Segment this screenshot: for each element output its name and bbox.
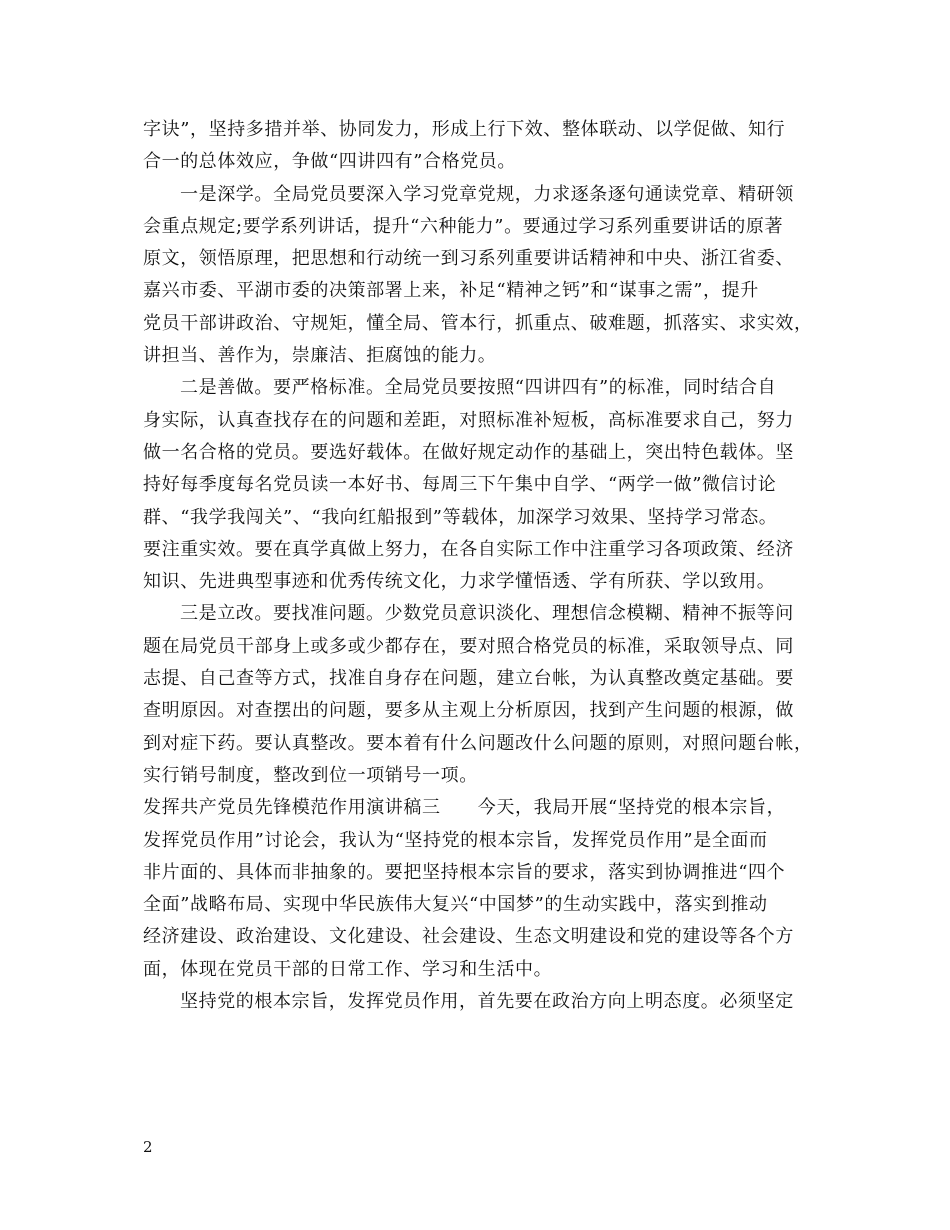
text-line: 坚持党的根本宗旨，发挥党员作用，首先要在政治方向上明态度。必须坚定 [180, 991, 794, 1013]
text-line: 合一的总体效应，争做“四讲四有”合格党员。 [143, 151, 517, 173]
text-line: 实行销号制度，整改到位一项销号一项。 [143, 764, 478, 786]
text-line: 嘉兴市委、平湖市委的决策部署上来，补足“精神之钙”和“谋事之需”，提升 [143, 280, 759, 302]
document-body [143, 114, 827, 1018]
text-line: 会重点规定;要学系列讲话，提升“六种能力”。要通过学习系列重要讲话的原著 [143, 215, 784, 237]
text-line: 讲担当、善作为，崇廉洁、拒腐蚀的能力。 [143, 345, 497, 367]
text-line: 二是善做。要严格标准。全局党员要按照“四讲四有”的标准，同时结合自 [180, 377, 777, 399]
text-line: 原文，领悟原理，把思想和行动统一到习系列重要讲话精神和中央、浙江省委、 [143, 248, 794, 270]
text-line: 到对症下药。要认真整改。要本着有什么问题改什么问题的原则，对照问题台帐， [143, 732, 813, 754]
page-number: 2 [143, 1138, 153, 1156]
text-line: 党员干部讲政治、守规矩，懂全局、管本行，抓重点、破难题，抓落实、求实效， [143, 312, 813, 334]
text-line: 经济建设、政治建设、文化建设、社会建设、生态文明建设和党的建设等各个方 [143, 926, 794, 948]
text-line: 发挥共产党员先锋模范作用演讲稿三 今天，我局开展“坚持党的根本宗旨， [143, 797, 786, 819]
text-line: 一是深学。全局党员要深入学习党章党规，力求逐条逐句通读党章、精研领 [180, 183, 794, 205]
text-line: 知识、先进典型事迹和优秀传统文化，力求学懂悟透、学有所获、学以致用。 [143, 571, 776, 593]
text-line: 字诀”，坚持多措并举、协同发力，形成上行下效、整体联动、以学促做、知行 [143, 119, 786, 140]
text-line: 身实际，认真查找存在的问题和差距，对照标准补短板，高标准要求自己，努力 [143, 409, 794, 431]
text-line: 持好每季度每名党员读一本好书、每周三下午集中自学、“两学一做”微信讨论 [143, 474, 777, 496]
text-line: 志提、自己查等方式，找准自身存在问题，建立台帐，为认真整改奠定基础。要 [143, 668, 794, 690]
text-line: 群、“我学我闯关”、“我向红船报到”等载体，加深学习效果、坚持学习常态。 [143, 506, 778, 528]
text-line: 三是立改。要找准问题。少数党员意识淡化、理想信念模糊、精神不振等问 [180, 603, 794, 625]
text-line: 查明原因。对查摆出的问题，要多从主观上分析原因，找到产生问题的根源，做 [143, 700, 794, 722]
text-line: 非片面的、具体而非抽象的。要把坚持根本宗旨的要求，落实到协调推进“四个 [143, 861, 786, 883]
text-line: 要注重实效。要在真学真做上努力，在各自实际工作中注重学习各项政策、经济 [143, 538, 794, 560]
text-line: 题在局党员干部身上或多或少都存在，要对照合格党员的标准，采取领导点、同 [143, 635, 794, 657]
text-line: 发挥党员作用”讨论会，我认为“坚持党的根本宗旨，发挥党员作用”是全面而 [143, 829, 768, 851]
text-line: 全面”战略布局、实现中华民族伟大复兴“中国梦”的生动实践中，落实到推动 [143, 894, 768, 916]
text-line: 做一名合格的党员。要选好载体。在做好规定动作的基础上，突出特色载体。坚 [143, 441, 794, 463]
text-line: 面，体现在党员干部的日常工作、学习和生活中。 [143, 958, 553, 980]
